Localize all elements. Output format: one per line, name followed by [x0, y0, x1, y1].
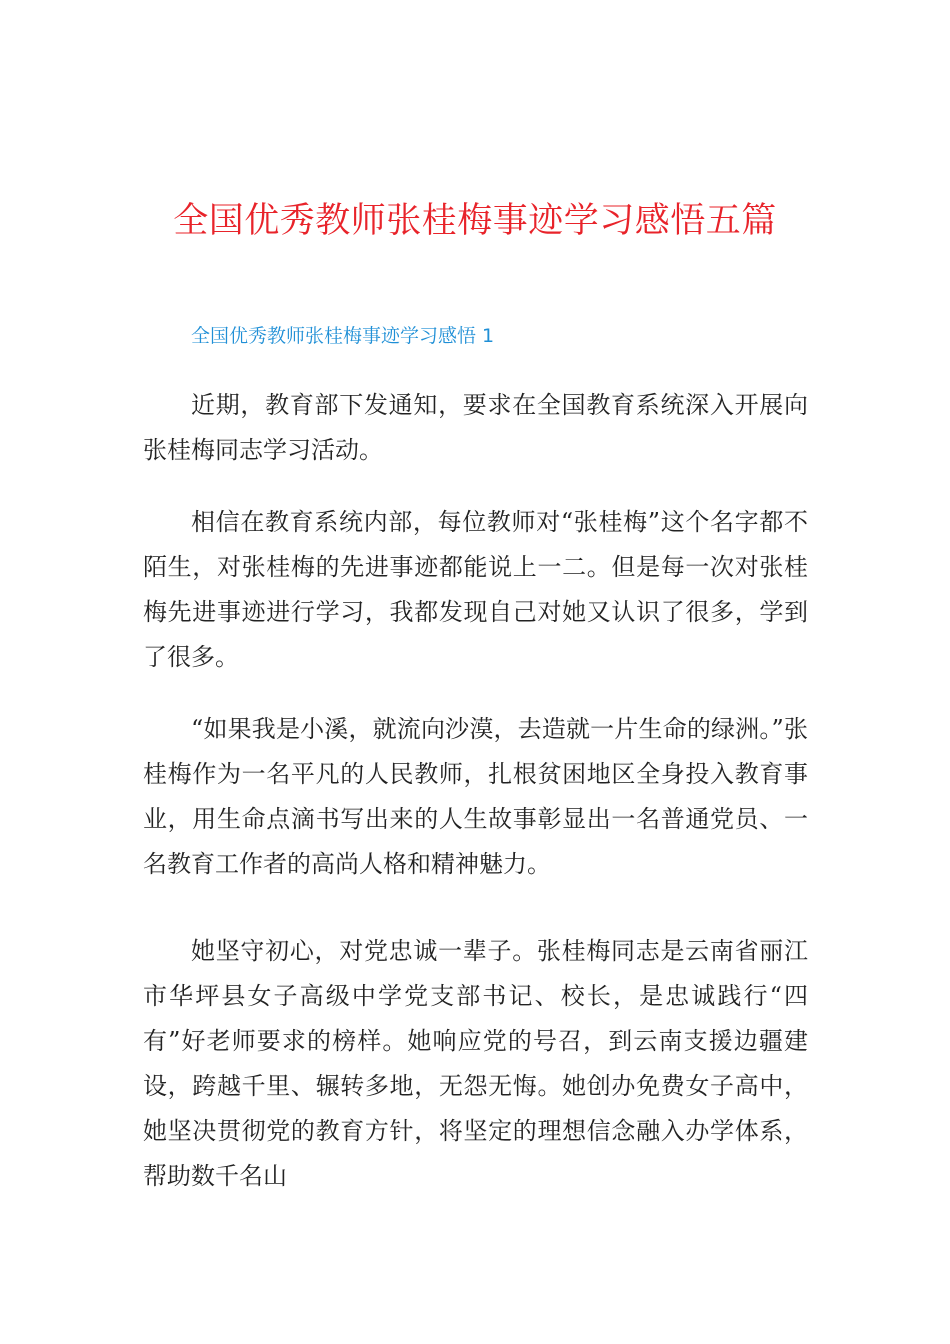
paragraph-4: 她坚守初心，对党忠诚一辈子。张桂梅同志是云南省丽江市华坪县女子高级中学党支部书记、校长，是忠诚践行“四有”好老师要求的榜样。她响应党的号召，到云南支援边疆建设，跨越千里、辗转多地，无怨无悔。她创办免费女子高中，她坚决贯彻党的教育方针，将坚定的理想信念融入办学体系，帮助数千名山: [143, 937, 808, 1190]
paragraph-3: “如果我是小溪，就流向沙漠，去造就一片生命的绿洲。”张桂梅作为一名平凡的人民教师，扎根贫困地区全身投入教育事业，用生命点滴书写出来的人生故事彰显出一名普通党员、一名教育工作者的高尚人格和精神魅力。: [143, 715, 808, 878]
section-heading: 全国优秀教师张桂梅事迹学习感悟 1: [191, 325, 495, 347]
paragraph-1: 近期，教育部下发通知，要求在全国教育系统深入开展向张桂梅同志学习活动。: [143, 391, 808, 464]
paragraph-2: 相信在教育系统内部，每位教师对“张桂梅”这个名字都不陌生，对张桂梅的先进事迹都能说上一二。但是每一次对张桂梅先进事迹进行学习，我都发现自己对她又认识了很多，学到了很多。: [143, 508, 808, 671]
document-title: 全国优秀教师张桂梅事迹学习感悟五篇: [173, 201, 777, 241]
